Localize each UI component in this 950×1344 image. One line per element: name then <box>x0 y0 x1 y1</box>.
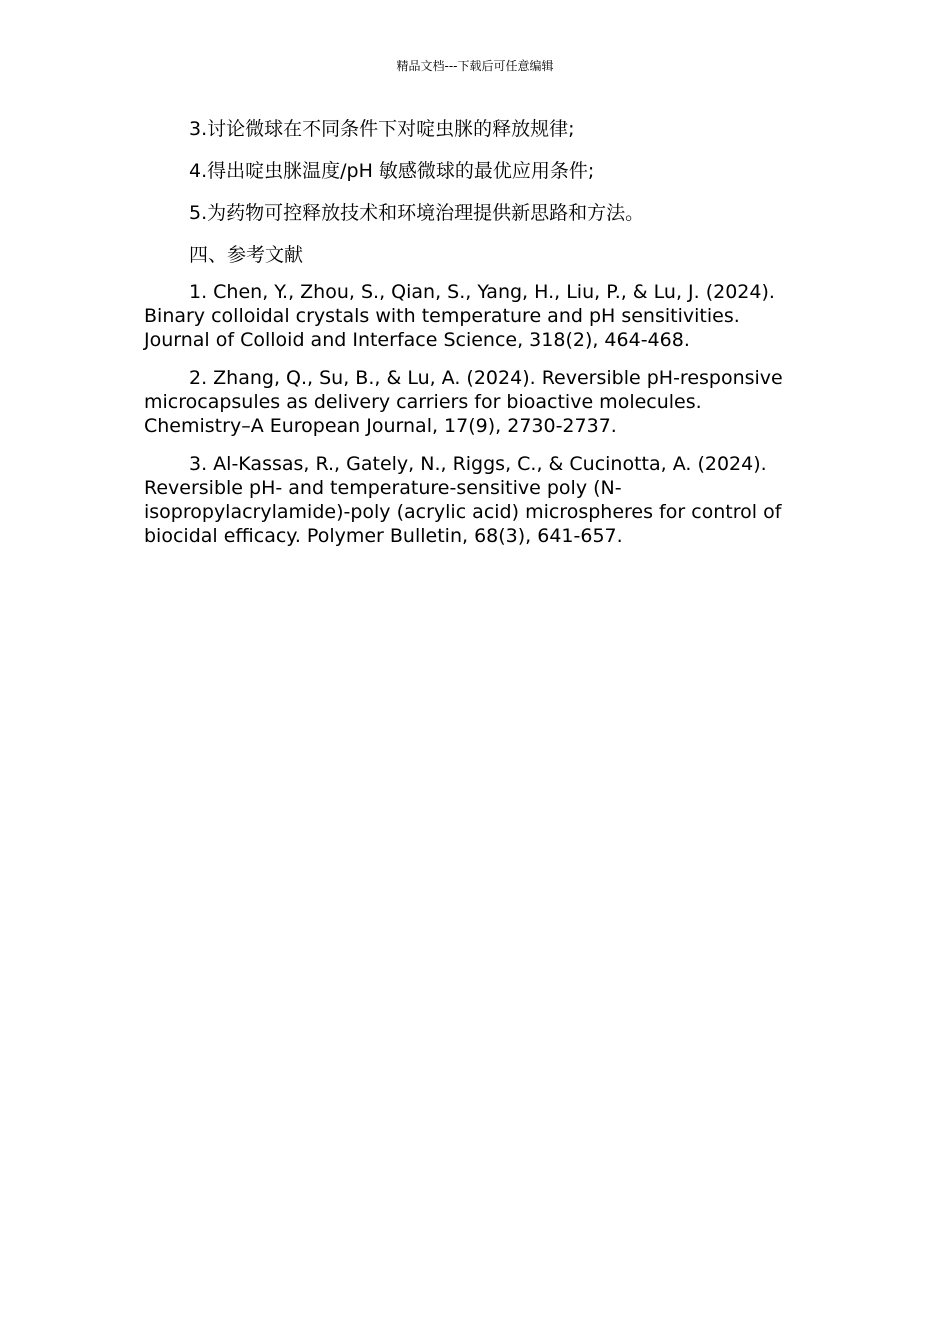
reference-item-3: 3. Al-Kassas, R., Gately, N., Riggs, C., & Cucinotta, A. (2024). Reversible pH- and temperature-sensitive poly (N-isopropylacrylamide)-poly (acrylic acid) microspheres for control of biocidal efficacy. Polymer Bulletin, 68(3), 641-657. <box>144 453 782 547</box>
page-header: 精品文档---下载后可任意编辑 <box>396 59 554 73</box>
document-body <box>144 116 794 562</box>
reference-item-2: 2. Zhang, Q., Su, B., & Lu, A. (2024). Reversible pH-responsive microcapsules as delivery carriers for bioactive molecules. Chemistry–A European Journal, 17(9), 2730-2737. <box>144 367 783 437</box>
reference-item-1: 1. Chen, Y., Zhou, S., Qian, S., Yang, H., Liu, P., & Lu, J. (2024). Binary colloidal crystals with temperature and pH sensitivities. Journal of Colloid and Interface Science, 318(2), 464-468. <box>144 281 775 351</box>
goal-item-3: 3.讨论微球在不同条件下对啶虫脒的释放规律; <box>189 118 575 140</box>
references-heading: 四、参考文献 <box>189 244 304 266</box>
goal-item-4: 4.得出啶虫脒温度/pH 敏感微球的最优应用条件; <box>189 160 595 182</box>
goal-item-5: 5.为药物可控释放技术和环境治理提供新思路和方法。 <box>189 202 645 224</box>
